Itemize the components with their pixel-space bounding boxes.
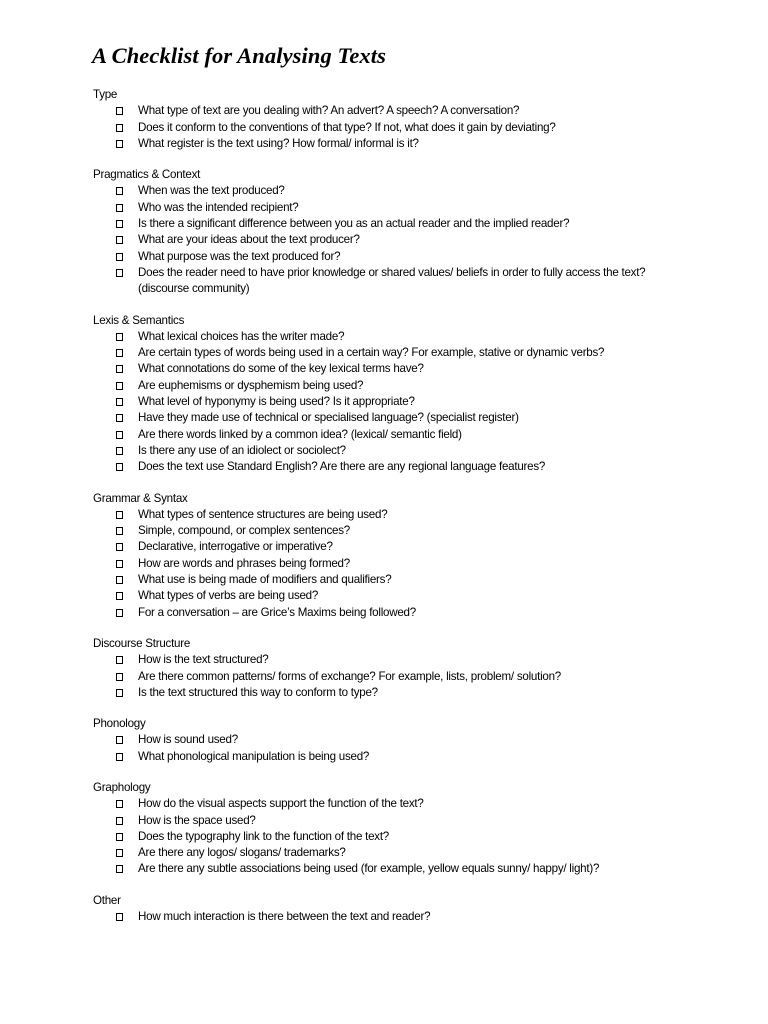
checklist-section xyxy=(93,491,733,621)
checklist-item-text: Simple, compound, or complex sentences? xyxy=(138,524,350,538)
checklist-item-text: What register is the text using? How formal/ informal is it? xyxy=(138,136,419,150)
checklist-items xyxy=(93,507,733,621)
checklist-item xyxy=(93,796,733,812)
checkbox-icon xyxy=(116,204,123,212)
checkbox-icon xyxy=(116,913,123,921)
checklist-items xyxy=(93,652,733,701)
document-title: A Checklist for Analysing Texts xyxy=(92,43,386,68)
checklist-item xyxy=(93,345,733,361)
checkbox-icon xyxy=(116,592,123,600)
checkbox-icon xyxy=(116,609,123,617)
checklist-item xyxy=(93,410,733,426)
checklist-item xyxy=(93,861,733,877)
checklist-item xyxy=(93,200,733,216)
checklist-item xyxy=(93,523,733,539)
checklist-item-text: What are your ideas about the text producer? xyxy=(138,233,360,247)
checklist-item xyxy=(93,732,733,748)
checklist-item xyxy=(93,845,733,861)
checklist-item xyxy=(93,685,733,701)
checklist-item xyxy=(93,749,733,765)
checklist-item-text: What level of hyponymy is being used? Is it appropriate? xyxy=(138,395,415,409)
checklist-section xyxy=(93,87,733,152)
section-heading: Pragmatics & Context xyxy=(93,168,201,182)
checklist-item xyxy=(93,120,733,136)
checkbox-icon xyxy=(116,673,123,681)
checklist-item-text: Who was the intended recipient? xyxy=(138,200,299,214)
checklist-item-text: When was the text produced? xyxy=(138,184,285,198)
section-heading: Graphology xyxy=(93,780,151,794)
checklist-items xyxy=(93,183,733,297)
checklist-item-text: Are there words linked by a common idea? (lexical/ semantic field) xyxy=(138,427,462,441)
checklist-item xyxy=(93,669,733,685)
checklist-item-text: Are there any logos/ slogans/ trademarks? xyxy=(138,846,346,860)
checkbox-icon xyxy=(116,736,123,744)
checklist-item xyxy=(93,361,733,377)
checklist-item-text: Are there common patterns/ forms of exchange? For example, lists, problem/ solution? xyxy=(138,669,561,683)
checklist-item-text: Does it conform to the conventions of that type? If not, what does it gain by deviating? xyxy=(138,120,556,134)
checkbox-icon xyxy=(116,753,123,761)
checkbox-icon xyxy=(116,414,123,422)
section-heading: Type xyxy=(93,88,118,101)
checklist-item-text: How do the visual aspects support the function of the text? xyxy=(138,797,424,811)
checklist-item xyxy=(93,556,733,572)
checklist-item xyxy=(93,652,733,668)
checkbox-icon xyxy=(116,817,123,825)
checkbox-icon xyxy=(116,349,123,357)
checklist-sections xyxy=(93,87,733,940)
checklist-item-text: What types of verbs are being used? xyxy=(138,589,319,603)
checklist-item xyxy=(93,183,733,199)
checklist-item xyxy=(93,329,733,345)
checklist-item-text: How is the space used? xyxy=(138,813,256,827)
checklist-item xyxy=(93,813,733,829)
checklist-item-text: What connotations do some of the key lexical terms have? xyxy=(138,362,424,376)
checkbox-icon xyxy=(116,333,123,341)
checklist-item-text: Have they made use of technical or specialised language? (specialist register) xyxy=(138,411,519,425)
checkbox-icon xyxy=(116,382,123,390)
section-heading: Lexis & Semantics xyxy=(93,313,185,327)
checklist-item xyxy=(93,232,733,248)
checklist-item xyxy=(93,265,733,298)
checklist-item-text: What use is being made of modifiers and qualifiers? xyxy=(138,573,392,587)
checklist-section xyxy=(93,167,733,297)
checklist-item xyxy=(93,605,733,621)
checklist-item-text: Are there any subtle associations being used (for example, yellow equals sunny/ happy/ light)? xyxy=(138,862,600,876)
checkbox-icon xyxy=(116,269,123,277)
checkbox-icon xyxy=(116,220,123,228)
checklist-item xyxy=(93,909,733,925)
checkbox-icon xyxy=(116,689,123,697)
checklist-item-text: What phonological manipulation is being used? xyxy=(138,749,370,763)
checklist-item xyxy=(93,427,733,443)
checkbox-icon xyxy=(116,656,123,664)
checklist-section xyxy=(93,313,733,476)
checkbox-icon xyxy=(116,833,123,841)
checklist-item xyxy=(93,103,733,119)
checklist-item-text: Declarative, interrogative or imperative? xyxy=(138,540,333,554)
checkbox-icon xyxy=(116,849,123,857)
checklist-section xyxy=(93,893,733,926)
checkbox-icon xyxy=(116,543,123,551)
checklist-item xyxy=(93,136,733,152)
section-heading: Grammar & Syntax xyxy=(93,491,188,505)
checkbox-icon xyxy=(116,447,123,455)
checklist-items xyxy=(93,329,733,476)
checklist-item-text: Does the typography link to the function of the text? xyxy=(138,829,389,843)
checklist-item xyxy=(93,394,733,410)
checklist-item-text: Is there a significant difference between you as an actual reader and the implied reader? xyxy=(138,217,570,231)
checklist-item-text: What types of sentence structures are being used? xyxy=(138,507,388,521)
checklist-item xyxy=(93,588,733,604)
checklist-items xyxy=(93,103,733,152)
checklist-item-text: Does the reader need to have prior knowledge or shared values/ beliefs in order to fully access the text? (discourse community) xyxy=(138,265,646,296)
checkbox-icon xyxy=(116,187,123,195)
checkbox-icon xyxy=(116,527,123,535)
checklist-items xyxy=(93,909,733,925)
checklist-item-text: How much interaction is there between the text and reader? xyxy=(138,910,431,924)
checklist-item xyxy=(93,829,733,845)
checklist-item xyxy=(93,443,733,459)
checklist-item-text: Are euphemisms or dysphemism being used? xyxy=(138,378,364,392)
checklist-item-text: What type of text are you dealing with? An advert? A speech? A conversation? xyxy=(138,104,520,118)
checklist-item xyxy=(93,378,733,394)
checkbox-icon xyxy=(116,365,123,373)
checklist-item xyxy=(93,459,733,475)
checklist-items xyxy=(93,732,733,765)
checkbox-icon xyxy=(116,511,123,519)
section-heading: Phonology xyxy=(93,717,146,731)
checklist-item-text: Does the text use Standard English? Are there are any regional language features? xyxy=(138,460,546,474)
checkbox-icon xyxy=(116,576,123,584)
checklist-item-text: How is the text structured? xyxy=(138,653,269,667)
checklist-item xyxy=(93,539,733,555)
checklist-section xyxy=(93,780,733,878)
checkbox-icon xyxy=(116,140,123,148)
checklist-item xyxy=(93,572,733,588)
checklist-item-text: Is there any use of an idiolect or sociolect? xyxy=(138,443,346,457)
checklist-item-text: For a conversation – are Grice’s Maxims being followed? xyxy=(138,605,416,619)
checkbox-icon xyxy=(116,398,123,406)
checklist-item-text: How are words and phrases being formed? xyxy=(138,556,350,570)
checkbox-icon xyxy=(116,124,123,132)
checklist-item-text: Are certain types of words being used in a certain way? For example, stative or dynamic verbs? xyxy=(138,346,605,360)
checklist-item-text: What lexical choices has the writer made? xyxy=(138,329,345,343)
checklist-section xyxy=(93,636,733,701)
checklist-item-text: Is the text structured this way to conform to type? xyxy=(138,685,378,699)
checklist-item xyxy=(93,216,733,232)
checklist-item xyxy=(93,507,733,523)
section-heading: Discourse Structure xyxy=(93,636,191,650)
checkbox-icon xyxy=(116,431,123,439)
checkbox-icon xyxy=(116,865,123,873)
checkbox-icon xyxy=(116,560,123,568)
checklist-item-text: How is sound used? xyxy=(138,733,238,747)
section-heading: Other xyxy=(93,893,121,907)
checklist-item xyxy=(93,249,733,265)
checkbox-icon xyxy=(116,107,123,115)
checkbox-icon xyxy=(116,800,123,808)
checkbox-icon xyxy=(116,253,123,261)
checklist-section xyxy=(93,716,733,765)
checklist-item-text: What purpose was the text produced for? xyxy=(138,249,341,263)
checkbox-icon xyxy=(116,236,123,244)
checklist-items xyxy=(93,796,733,877)
checkbox-icon xyxy=(116,463,123,471)
